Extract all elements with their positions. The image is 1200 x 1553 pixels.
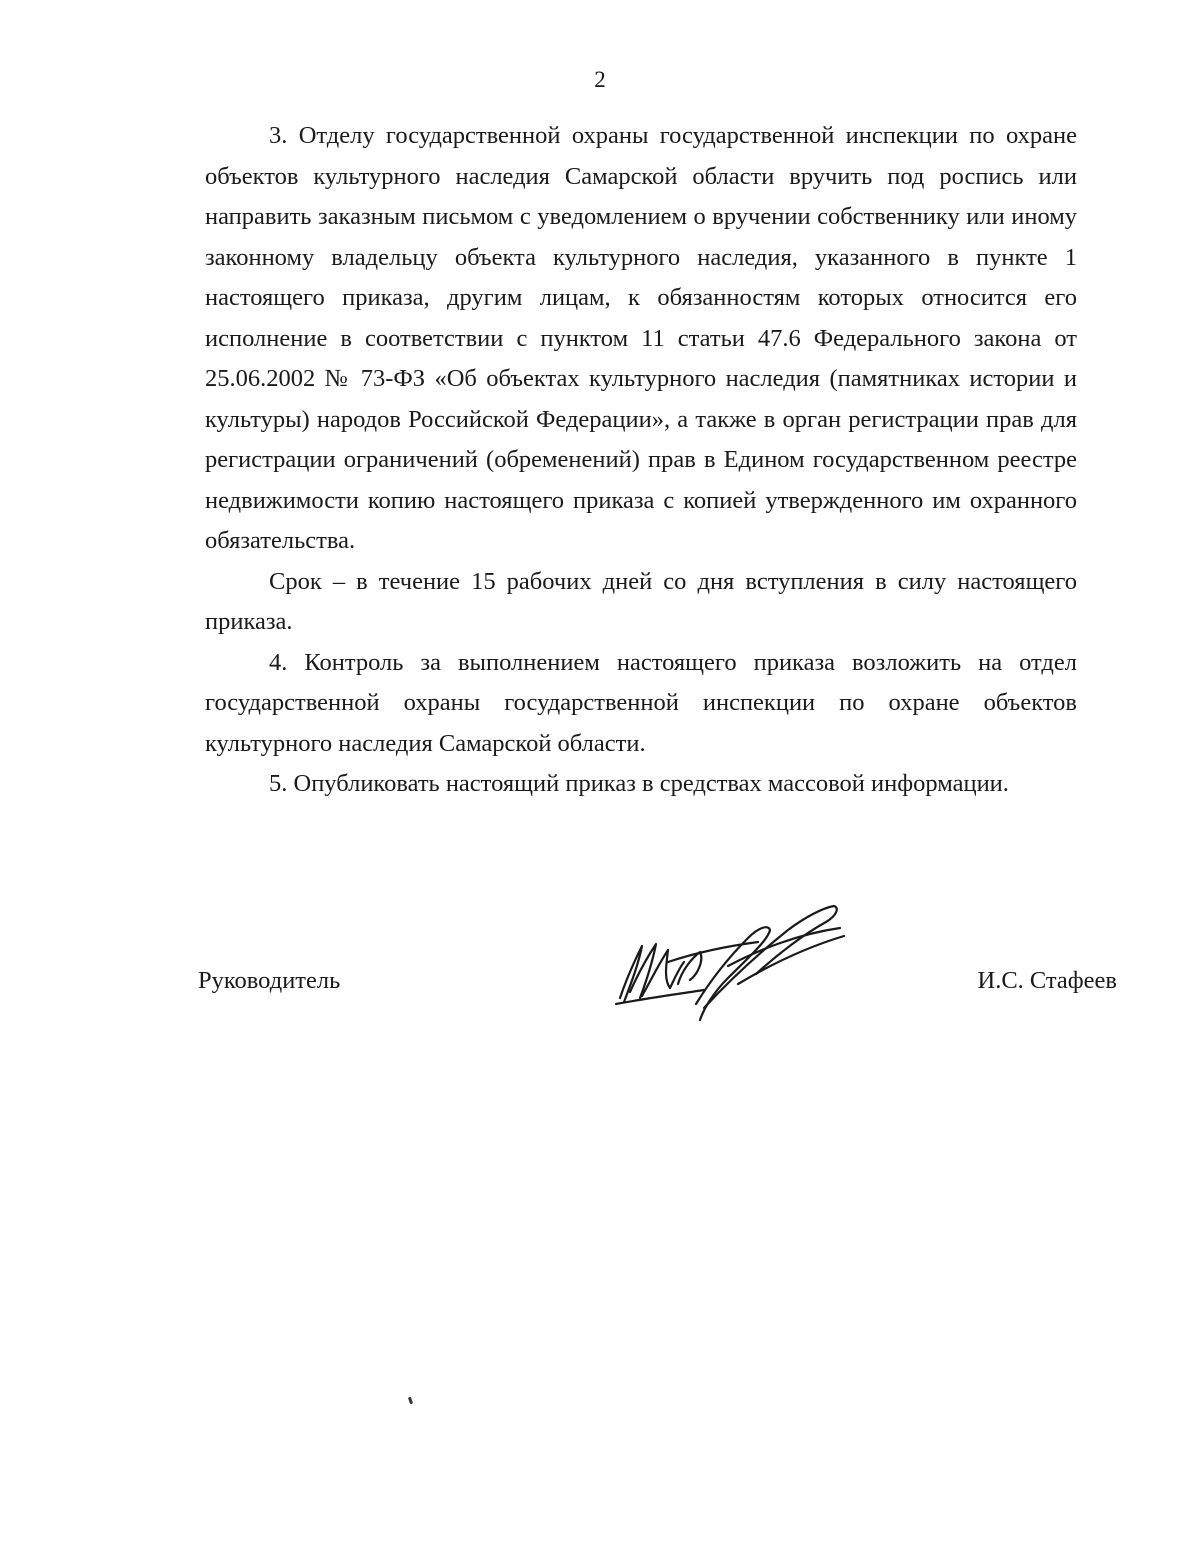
paragraph-deadline: Срок – в течение 15 рабочих дней со дня вступления в силу настоящего приказа. — [205, 567, 1077, 635]
page-number: 2 — [594, 67, 606, 92]
paragraph-item-5: 5. Опубликовать настоящий приказ в средствах массовой информации. — [269, 770, 1009, 797]
signatory-name: И.С. Стафеев — [977, 967, 1117, 994]
handwritten-signature — [608, 900, 848, 1025]
signature-block — [0, 900, 1200, 1030]
paragraph-item-3: 3. Отделу государственной охраны государственной инспекции по охране объектов культурного наследия Самарской области вручить под роспись или направить заказным письмом с уведомлением о вручении собственнику или иному законному владельцу объекта культурного наследия, указанного в пункте 1 настоящего приказа, другим лицам, к обязанностям которых относится его исполнение в соответствии с пунктом 11 статьи 47.6 Федерального закона от 25.06.2002 № 73-ФЗ «Об объектах культурного наследия (памятниках истории и культуры) народов Российской Федерации», а также в орган регистрации прав для регистрации ограничений (обременений) прав в Едином государственном реестре недвижимости копию настоящего приказа с копией утвержденного им охранного обязательства. — [205, 122, 1077, 554]
document-body — [205, 116, 1077, 805]
signatory-position: Руководитель — [198, 967, 341, 994]
scan-speck — [408, 1397, 413, 1405]
paragraph-item-4: 4. Контроль за выполнением настоящего приказа возложить на отдел государственной охраны государственной инспекции по охране объектов культурного наследия Самарской области. — [205, 648, 1077, 757]
